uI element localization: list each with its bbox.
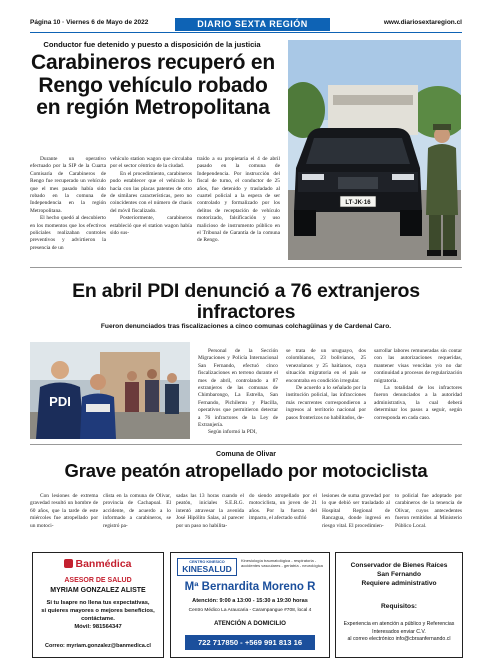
article1-photo bbox=[288, 40, 461, 260]
ad-kinesalud[interactable] bbox=[170, 552, 330, 658]
kinesalud-phones[interactable]: 722 717850 - +569 991 813 16 bbox=[185, 635, 315, 650]
banmedica-phone: Móvil: 981564347 bbox=[74, 624, 122, 630]
kinesalud-home-visits: ATENCIÓN A DOMICILIO bbox=[214, 620, 286, 627]
banmedica-pitch bbox=[33, 599, 163, 631]
article2-title: En abril PDI denunció a 76 extranjeros infractores bbox=[72, 280, 420, 323]
kinesalud-services: Kinesiología traumatológica - respiratoria - accidentes vasculares - geriatría - neurológica bbox=[241, 558, 323, 569]
banmedica-agent-name: MYRIAM GONZALEZ ALISTE bbox=[50, 587, 146, 594]
article2-column-1 bbox=[198, 348, 278, 437]
conservador-body-line2: Interesados enviar C.V. bbox=[372, 628, 426, 635]
article3-column-3: sadas las 13 horas cuando el peatón, iniciales S.E.R.G. intentó atravesar la avenida José Hipólito Salas, al parecer por un paso no habilita- bbox=[176, 493, 244, 529]
article1-col2-p3: Posteriormente, carabineros estableció que el station wagon había sido sus- bbox=[110, 215, 192, 237]
article2-column-3 bbox=[374, 348, 462, 422]
article2-col2-p1: se trata de un uruguayo, dos colombianos, 23 bolivianos, 25 venezolanos y 25 haitianos, cuya situación migratoria en el país se encontraba en condición irregular. bbox=[286, 348, 366, 384]
kinesalud-logo-top: CENTRO KINESICO bbox=[189, 560, 225, 564]
pdi-vest-text: PDI bbox=[49, 394, 71, 409]
article3-column-4: do siendo atropellado por el motociclista, un joven de 21 años. Por la fuerza del impacto, el afectado sufrió bbox=[249, 493, 317, 522]
page-date: Página 10 · Viernes 6 de Mayo de 2022 bbox=[30, 19, 149, 26]
kinesalud-hours: Atención: 9:00 a 13:00 - 15:30 a 19:30 horas bbox=[192, 598, 308, 604]
article1-col3-p1: traído a su propietaria el 4 de abril pasado en la comuna de Independencia. Por instrucción del fiscal de turno, el conductor de 25 años, fue detenido y trasladado al cuartel policial a la espera de ser controlado y formalizado por los delitos de receptación de vehículo motorizado, falsificación y uso malicioso de instrumento público en el Tribunal de Garantía de la comuna de Rengo. bbox=[197, 156, 280, 244]
article3-column-5: lesiones de suma gravedad por lo que debió ser trasladado al Hospital Regional de Rancagua, donde ingresó en riesgo vital. El procedimien- bbox=[322, 493, 390, 529]
section-divider-1 bbox=[30, 267, 462, 268]
conservador-body-line1: Experiencia en atención a público y Referencias bbox=[343, 621, 455, 627]
article1-kicker: Conductor fue detenido y puesto a disposición de la justicia bbox=[43, 40, 261, 49]
banmedica-pitch-line3: contáctame. bbox=[81, 616, 115, 622]
website-link[interactable]: www.diariosextaregion.cl bbox=[383, 19, 462, 26]
article3-column-6: to policial fue adoptado por carabineros de la tenencia de Olivar, cuyos antecedentes fueron remitidos al Ministerio Público Local. bbox=[395, 493, 462, 529]
kinesalud-logo bbox=[177, 558, 237, 576]
conservador-requirement: Requiere administrativo bbox=[361, 580, 437, 587]
kinesalud-practitioner: Mª Bernardita Moreno R bbox=[184, 581, 316, 593]
article3-title: Grave peatón atropellado por motociclista bbox=[64, 460, 428, 481]
newspaper-name: DIARIO SEXTA REGIÓN bbox=[175, 18, 330, 31]
conservador-req-label: Requisitos: bbox=[381, 603, 417, 610]
header-rule bbox=[30, 32, 462, 33]
article3-column-1: Con lesiones de extrema gravedad resultó un hombre de 60 años, que la tarde de este miércoles fue atropellado por un motoci- bbox=[30, 493, 98, 529]
conservador-city: San Fernando bbox=[377, 571, 421, 578]
banmedica-email[interactable]: Correo: myriam.gonzalez@banmedica.cl bbox=[45, 643, 151, 649]
banmedica-pitch-line1: Si tu Isapre no llena tus expectativas, bbox=[46, 600, 150, 606]
article1-column-3 bbox=[197, 156, 280, 245]
page-header bbox=[30, 18, 462, 32]
article2-column-2 bbox=[286, 348, 366, 422]
article2-col2-p2: De acuerdo a lo señalado por la institución policial, las infracciones más recurrentes correspondieron a ingresos al territorio nacional por pasos fronterizos no habilitados, de- bbox=[286, 385, 366, 421]
article1-col2-p2: En el procedimiento, carabineros pudo establecer que el vehículo lo hacía con las placas patentes de otro de similares características, pero no coincidentes con el número de chasis del móvil fiscalizado. bbox=[110, 170, 192, 214]
article2-subtitle: Fueron denunciados tras fiscalizaciones a cinco comunas colchagüinas y de Cardenal Caro. bbox=[100, 323, 392, 330]
kinesalud-logo-brand: KINESALUD bbox=[182, 564, 232, 574]
article1-column-2 bbox=[110, 156, 192, 237]
article1-col1-p2: El hecho quedó al descubierto en los momentos que los efectivos policiales realizaban controles preventivos y advirtieron la presencia de un bbox=[30, 215, 106, 251]
banmedica-brand bbox=[33, 558, 163, 570]
banmedica-role: ASESOR DE SALUD bbox=[64, 577, 132, 584]
article1-title: Carabineros recuperó en Rengo vehículo robado en región Metropolitana bbox=[31, 51, 275, 119]
article3-kicker: Comuna de Olivar bbox=[216, 451, 276, 458]
ad-banmedica[interactable] bbox=[32, 552, 164, 658]
article1-column-1 bbox=[30, 156, 106, 252]
article1-col2-p1: vehículo station wagon que circulaba por el sector céntrico de la ciudad. bbox=[110, 156, 192, 170]
conservador-email[interactable]: al correo electrónico info@cbrsanfernando.cl bbox=[347, 636, 451, 642]
article1-col1-p1: Durante un operativo efectuado por la SIP de la Cuarta Comisaría de Carabineros de Rengo fue recuperado un vehículo que el mes pasado había sido robado en la comuna de Independencia en la región Metropolitana. bbox=[30, 156, 106, 214]
banmedica-logo-icon bbox=[64, 559, 73, 568]
ad-conservador[interactable] bbox=[335, 552, 463, 658]
conservador-title: Conservador de Bienes Raíces bbox=[350, 562, 448, 569]
banmedica-pitch-line2: si quieres mayores o mejores beneficios, bbox=[41, 608, 155, 614]
article2-col1-p1: Personal de la Sección Migraciones y Policía Internacional San Fernando, efectuó cinco fiscalizaciones en terreno durante el mes de abril, controlando a 87 extranjeros de las comunas de Chimbarongo, La Estrella, San Fernando, Pichilemu y Placilla, operativos que permitieron detectar a 76 infractores de la Ley de Extranjería. bbox=[198, 348, 278, 429]
article2-col1-p2: Según informó la PDI, bbox=[208, 429, 257, 436]
section-divider-2 bbox=[30, 444, 462, 445]
article2-col3-p1: sarrollar labores remuneradas sin contar con las autorizaciones requeridas, mantener visas vencidas y/o no dar continuidad a procesos de regularización migratoria. bbox=[374, 348, 463, 384]
conservador-header bbox=[336, 561, 462, 588]
article2-col3-p2: La totalidad de los infractores fueron denunciados a la autoridad administrativa, la cual deberá determinar los pasos a seguir, según corresponda en cada caso. bbox=[374, 385, 462, 421]
banmedica-brand-text: Banmédica bbox=[75, 558, 132, 570]
article3-column-2: clista en la comuna de Olivar, provincia de Cachapoal. El accidente, de acuerdo a lo informado a carabineros, se registró pa- bbox=[103, 493, 171, 529]
conservador-body bbox=[338, 621, 460, 644]
kinesalud-address: Centro Médico La Araucaria - Carampangue #708, local 4 bbox=[188, 608, 312, 613]
license-plate: LT·JK·16 bbox=[345, 200, 371, 206]
article2-photo bbox=[30, 342, 190, 439]
